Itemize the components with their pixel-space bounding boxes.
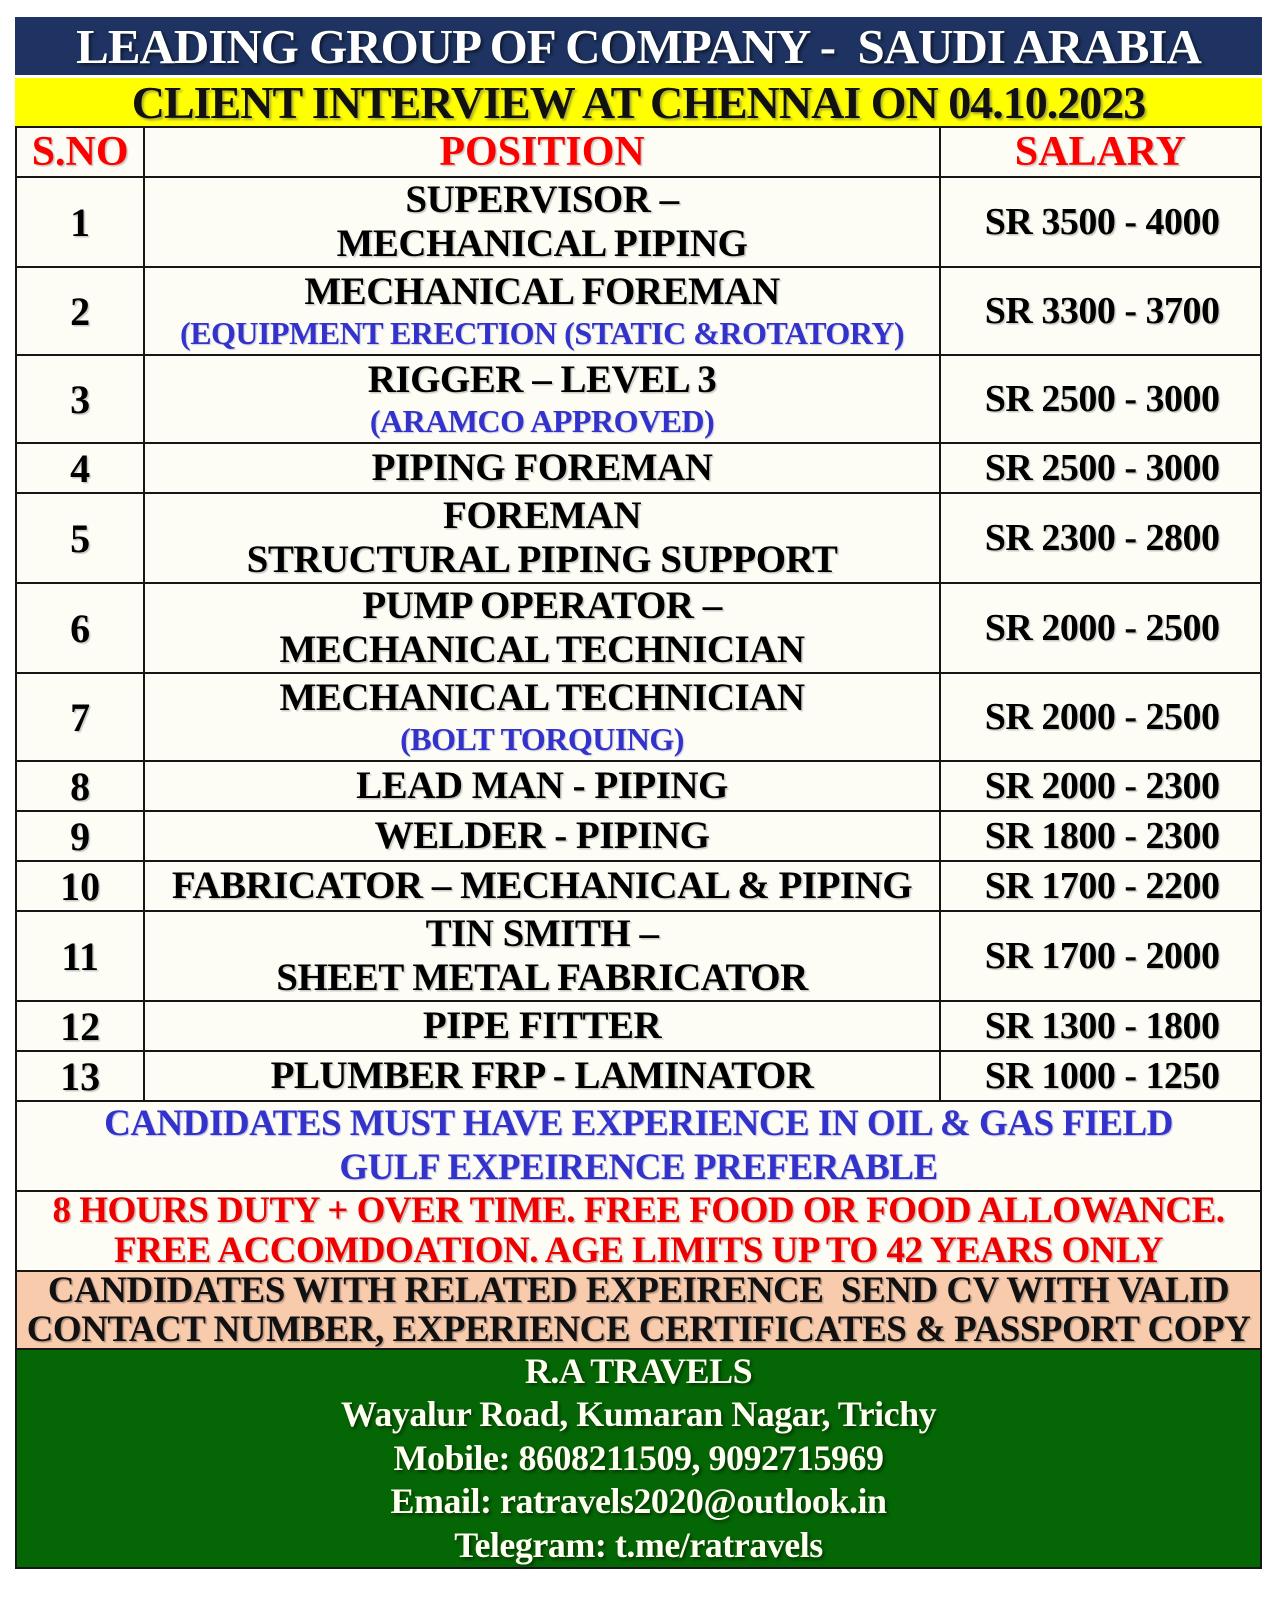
position-cell	[144, 861, 940, 911]
salary-cell: SR 2300 - 2800	[940, 493, 1261, 583]
sno-cell: 11	[16, 911, 144, 1001]
position-cell	[144, 1001, 940, 1051]
company-title-banner	[15, 17, 1262, 75]
agency-address: Wayalur Road, Kumaran Nagar, Trichy	[340, 1394, 937, 1435]
position-text: MECHANICAL TECHNICIAN	[279, 628, 805, 671]
company-title-text: LEADING GROUP OF COMPANY - SAUDI ARABIA	[76, 18, 1201, 74]
position-text: PIPE FITTER	[422, 1004, 662, 1047]
salary-cell: SR 1800 - 2300	[940, 811, 1261, 861]
position-cell	[144, 177, 940, 267]
position-cell	[144, 267, 940, 355]
position-text: LEAD MAN - PIPING	[356, 764, 728, 807]
notice-blue-line-2: GULF EXPEIRENCE PREFERABLE	[339, 1147, 938, 1188]
notice-red-line-1: 8 HOURS DUTY + OVER TIME. FREE FOOD OR FOOD ALLOWANCE.	[52, 1190, 1225, 1231]
sno-cell: 1	[16, 177, 144, 267]
position-text: SUPERVISOR –	[405, 178, 679, 221]
position-cell	[144, 493, 940, 583]
salary-cell: SR 2000 - 2500	[940, 673, 1261, 761]
position-text: FABRICATOR – MECHANICAL & PIPING	[171, 864, 913, 907]
agency-mobile: Mobile: 8608211509, 9092715969	[393, 1437, 884, 1478]
salary-cell: SR 2500 - 3000	[940, 443, 1261, 493]
column-header-sno: S.NO	[16, 127, 144, 177]
position-cell	[144, 583, 940, 673]
position-cell	[144, 355, 940, 443]
notice-duty-benefits	[15, 1192, 1262, 1272]
salary-cell: SR 2000 - 2300	[940, 761, 1261, 811]
column-header-position: POSITION	[144, 127, 940, 177]
sno-cell: 8	[16, 761, 144, 811]
salary-cell: SR 1700 - 2200	[940, 861, 1261, 911]
sno-cell: 2	[16, 267, 144, 355]
table-row	[16, 673, 1261, 761]
table-row	[16, 811, 1261, 861]
flyer-content	[15, 17, 1262, 1569]
sno-cell: 7	[16, 673, 144, 761]
table-row	[16, 177, 1261, 267]
table-row	[16, 1001, 1261, 1051]
position-text: STRUCTURAL PIPING SUPPORT	[246, 538, 838, 581]
notice-red-line-2: FREE ACCOMDOATION. AGE LIMITS UP TO 42 YEARS ONLY	[113, 1230, 1164, 1271]
position-text: SHEET METAL FABRICATOR	[276, 956, 808, 999]
agency-telegram: Telegram: t.me/ratravels	[454, 1524, 823, 1565]
table-row	[16, 493, 1261, 583]
sno-cell: 9	[16, 811, 144, 861]
salary-cell: SR 2000 - 2500	[940, 583, 1261, 673]
notice-peach-line-2: CONTACT NUMBER, EXPERIENCE CERTIFICATES & PASSPORT COPY	[26, 1309, 1251, 1350]
table-row	[16, 761, 1261, 811]
position-text: PLUMBER FRP - LAMINATOR	[270, 1054, 814, 1097]
agency-name: R.A TRAVELS	[524, 1350, 753, 1391]
position-note: (EQUIPMENT ERECTION (STATIC &ROTATORY)	[180, 315, 904, 351]
agency-contact-footer	[15, 1350, 1262, 1569]
interview-subtitle-text: CLIENT INTERVIEW AT CHENNAI ON 04.10.2023	[131, 76, 1146, 128]
position-text: MECHANICAL PIPING	[336, 222, 748, 265]
salary-cell: SR 2500 - 3000	[940, 355, 1261, 443]
table-header-row	[16, 127, 1261, 177]
notice-blue-line-1: CANDIDATES MUST HAVE EXPERIENCE IN OIL & GAS FIELD	[104, 1103, 1173, 1144]
jobs-table-body	[16, 177, 1261, 1101]
salary-cell: SR 3500 - 4000	[940, 177, 1261, 267]
notice-peach-line-1: CANDIDATES WITH RELATED EXPEIRENCE SEND CV WITH VALID	[47, 1270, 1230, 1311]
position-cell	[144, 673, 940, 761]
salary-cell: SR 3300 - 3700	[940, 267, 1261, 355]
agency-email: Email: ratravels2020@outlook.in	[390, 1481, 887, 1522]
position-cell	[144, 811, 940, 861]
position-cell	[144, 911, 940, 1001]
position-note: (BOLT TORQUING)	[400, 721, 684, 757]
position-cell	[144, 443, 940, 493]
notice-send-cv	[15, 1272, 1262, 1350]
sno-cell: 13	[16, 1051, 144, 1101]
table-row	[16, 911, 1261, 1001]
position-note: (ARAMCO APPROVED)	[369, 403, 715, 439]
position-text: TIN SMITH –	[425, 912, 659, 955]
table-row	[16, 443, 1261, 493]
sno-cell: 12	[16, 1001, 144, 1051]
sno-cell: 4	[16, 443, 144, 493]
position-text: MECHANICAL TECHNICIAN	[279, 676, 805, 719]
position-cell	[144, 761, 940, 811]
position-text: PUMP OPERATOR –	[362, 584, 722, 627]
sno-cell: 5	[16, 493, 144, 583]
salary-cell: SR 1000 - 1250	[940, 1051, 1261, 1101]
interview-subtitle-banner	[15, 78, 1262, 126]
salary-cell: SR 1300 - 1800	[940, 1001, 1261, 1051]
table-row	[16, 355, 1261, 443]
table-row	[16, 583, 1261, 673]
position-text: PIPING FOREMAN	[371, 446, 713, 489]
table-row	[16, 861, 1261, 911]
salary-cell: SR 1700 - 2000	[940, 911, 1261, 1001]
position-cell	[144, 1051, 940, 1101]
position-text: FOREMAN	[443, 494, 641, 537]
position-text: RIGGER – LEVEL 3	[367, 358, 717, 401]
table-row	[16, 1051, 1261, 1101]
sno-cell: 6	[16, 583, 144, 673]
jobs-table	[15, 126, 1262, 1102]
table-row	[16, 267, 1261, 355]
column-header-salary: SALARY	[940, 127, 1261, 177]
sno-cell: 10	[16, 861, 144, 911]
sno-cell: 3	[16, 355, 144, 443]
position-text: MECHANICAL FOREMAN	[304, 270, 780, 313]
position-text: WELDER - PIPING	[374, 814, 710, 857]
notice-oil-gas-experience	[15, 1102, 1262, 1192]
